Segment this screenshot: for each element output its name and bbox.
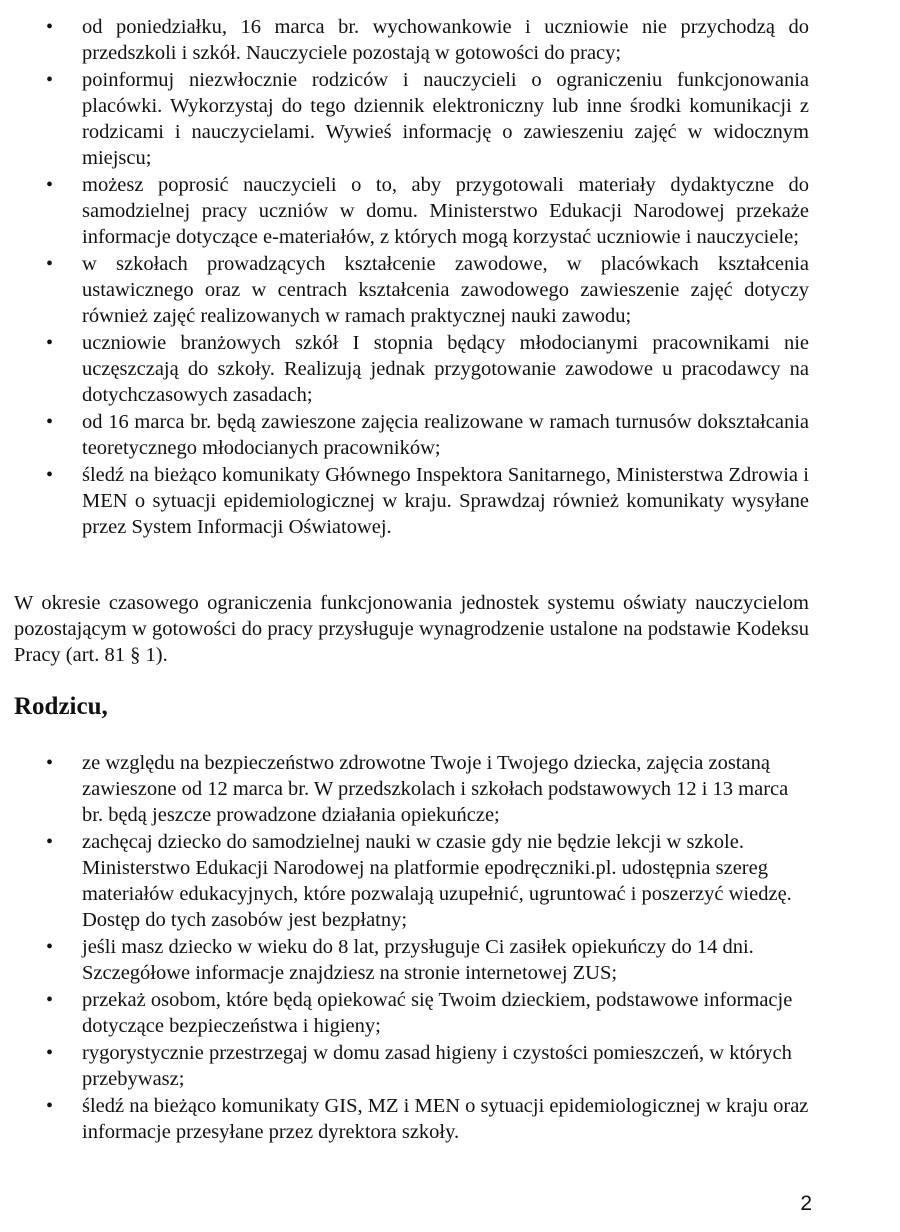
bullet-icon: •	[46, 253, 54, 275]
bullet-icon: •	[46, 936, 54, 958]
list-item-text: jeśli masz dziecko w wieku do 8 lat, przysługuje Ci zasiłek opiekuńczy do 14 dni. Szczegółowe informacje znajdziesz na stronie internetowej ZUS;	[82, 936, 754, 984]
bullet-icon: •	[46, 16, 54, 38]
salary-paragraph: W okresie czasowego ograniczenia funkcjonowania jednostek systemu oświaty nauczycielom pozostającym w gotowości do pracy przysługuje wynagrodzenie ustalone na podstawie Kodeksu Pracy (art. 81 § 1).	[14, 592, 809, 666]
list-item-text: śledź na bieżąco komunikaty GIS, MZ i MEN o sytuacji epidemiologicznej w kraju oraz informacje przesyłane przez dyrektora szkoły.	[82, 1095, 809, 1143]
list-item	[0, 829, 809, 933]
list-item-text: zachęcaj dziecko do samodzielnej nauki w czasie gdy nie będzie lekcji w szkole. Ministerstwo Edukacji Narodowej na platformie epodręczniki.pl. udostępnia szereg materiałów edukacyjnych, które pozwalają uzupełnić, ugruntować i poszerzyć wiedzę. Dostęp do tych zasobów jest bezpłatny;	[82, 831, 792, 931]
bullet-icon: •	[46, 69, 54, 91]
list-item-text: od 16 marca br. będą zawieszone zajęcia realizowane w ramach turnusów dokształcania teoretycznego młodocianych pracowników;	[82, 411, 809, 459]
bullet-icon: •	[46, 989, 54, 1011]
page-number: 2	[800, 1192, 812, 1215]
list-item	[0, 987, 809, 1039]
parents-bullet-list	[0, 750, 900, 1146]
bullet-icon: •	[46, 332, 54, 354]
list-item-text: możesz poprosić nauczycieli o to, aby przygotowali materiały dydaktyczne do samodzielnej pracy uczniów w domu. Ministerstwo Edukacji Narodowej przekaże informacje dotyczące e-materiałów, z których mogą korzystać uczniowie i nauczyciele;	[82, 174, 809, 248]
parents-heading: Rodzicu,	[14, 693, 108, 720]
list-item	[0, 67, 809, 171]
bullet-icon: •	[46, 464, 54, 486]
list-item	[0, 330, 809, 408]
list-item	[0, 251, 809, 329]
bullet-icon: •	[46, 411, 54, 433]
list-item-text: w szkołach prowadzących kształcenie zawodowe, w placówkach kształcenia ustawicznego oraz w centrach kształcenia zawodowego zawieszenie zajęć dotyczy również zajęć realizowanych w ramach praktycznej nauki zawodu;	[82, 253, 809, 327]
list-item	[0, 172, 809, 250]
bullet-icon: •	[46, 1042, 54, 1064]
list-item	[0, 750, 809, 828]
list-item-text: ze względu na bezpieczeństwo zdrowotne Twoje i Twojego dziecka, zajęcia zostaną zawieszone od 12 marca br. W przedszkolach i szkołach podstawowych 12 i 13 marca br. będą jeszcze prowadzone działania opiekuńcze;	[82, 752, 789, 826]
list-item-text: poinformuj niezwłocznie rodziców i nauczycieli o ograniczeniu funkcjonowania placówki. Wykorzystaj do tego dziennik elektroniczny lub inne środki komunikacji z rodzicami i nauczycielami. Wywieś informację o zawieszeniu zajęć w widocznym miejscu;	[82, 69, 809, 169]
list-item-text: przekaż osobom, które będą opiekować się Twoim dzieckiem, podstawowe informacje dotyczące bezpieczeństwa i higieny;	[82, 989, 793, 1037]
list-item	[0, 1040, 809, 1092]
list-item-text: śledź na bieżąco komunikaty Głównego Inspektora Sanitarnego, Ministerstwa Zdrowia i MEN o sytuacji epidemiologicznej w kraju. Sprawdzaj również komunikaty wysyłane przez System Informacji Oświatowej.	[82, 464, 809, 538]
list-item	[0, 462, 809, 540]
list-item	[0, 1093, 809, 1145]
list-item	[0, 934, 809, 986]
bullet-icon: •	[46, 174, 54, 196]
teachers-bullet-list	[0, 14, 900, 541]
list-item	[0, 14, 809, 66]
list-item-text: rygorystycznie przestrzegaj w domu zasad higieny i czystości pomieszczeń, w których przebywasz;	[82, 1042, 792, 1090]
bullet-icon: •	[46, 752, 54, 774]
bullet-icon: •	[46, 1095, 54, 1117]
bullet-icon: •	[46, 831, 54, 853]
list-item	[0, 409, 809, 461]
list-item-text: uczniowie branżowych szkół I stopnia będący młodocianymi pracownikami nie uczęszczają do szkoły. Realizują jednak przygotowanie zawodowe u pracodawcy na dotychczasowych zasadach;	[82, 332, 809, 406]
list-item-text: od poniedziałku, 16 marca br. wychowankowie i uczniowie nie przychodzą do przedszkoli i szkół. Nauczyciele pozostają w gotowości do pracy;	[82, 16, 809, 64]
